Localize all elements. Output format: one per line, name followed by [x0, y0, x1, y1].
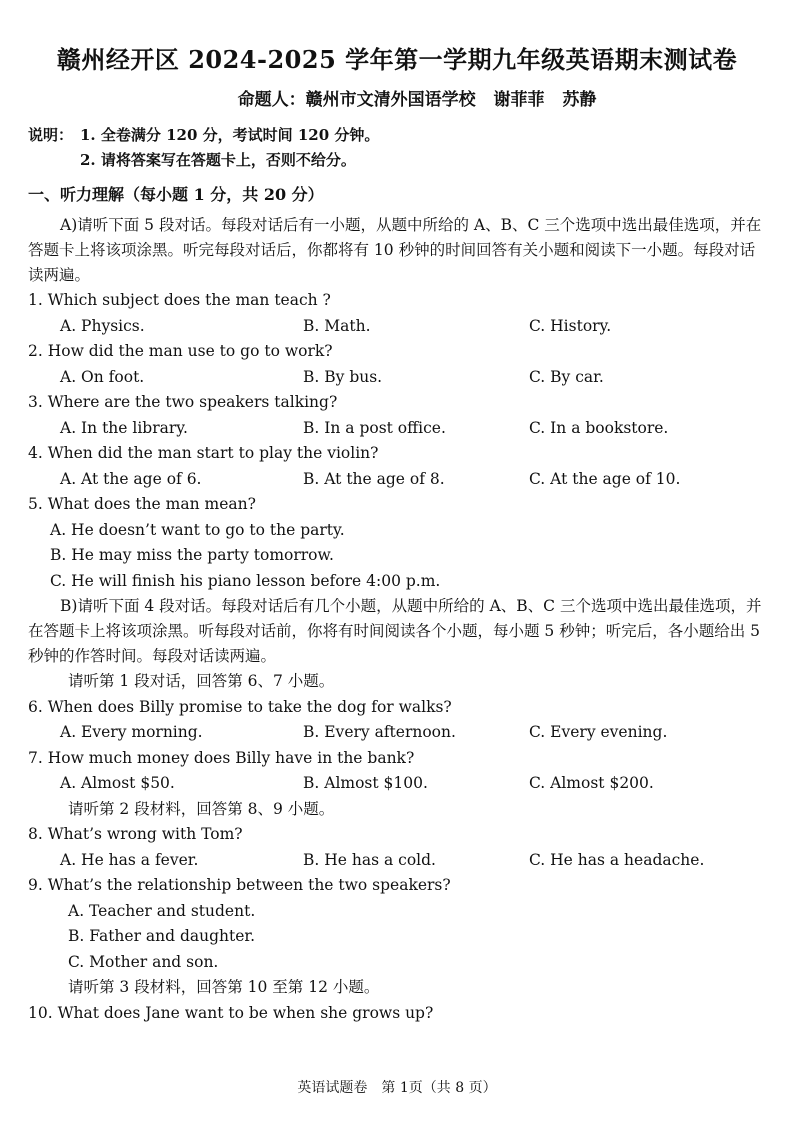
- instruction-item: 2. 请将答案写在答题卡上，否则不给分。: [80, 151, 356, 169]
- question-stem: 1. Which subject does the man teach ?: [28, 291, 331, 309]
- part-a-instructions: A)请听下面 5 段对话。每段对话后有一小题，从题中所给的 A、B、C 三个选项中选出最佳选项，并在答题卡上将该项涂黑。听完每段对话后，你都将有 10 秒钟的时间回答有关小题和阅读下一小题。每段对话读两遍。: [28, 216, 762, 284]
- option-a: A. Teacher and student.: [68, 901, 256, 920]
- question-stem: 10. What does Jane want to be when she grows up?: [28, 1003, 434, 1022]
- option-c: C. By car.: [529, 367, 604, 386]
- author-name: 谢菲菲: [493, 90, 545, 110]
- option-a: A. At the age of 6.: [60, 469, 202, 488]
- option-a: A. Physics.: [60, 316, 145, 335]
- question-options: [28, 416, 766, 442]
- option-b: B. At the age of 8.: [303, 469, 445, 488]
- option-c: C. Mother and son.: [68, 952, 219, 971]
- question-stem: 2. How did the man use to go to work?: [28, 342, 333, 360]
- option-a: A. On foot.: [60, 367, 145, 386]
- listening-hint: 请听第 1 段对话，回答第 6、7 小题。: [68, 672, 335, 690]
- option-c: C. He will finish his piano lesson before 4:00 p.m.: [50, 571, 441, 590]
- question-options: [28, 720, 766, 746]
- part-b-instructions: B)请听下面 4 段对话。每段对话后有几个小题，从题中所给的 A、B、C 三个选项中选出最佳选项，并在答题卡上将该项涂黑。听每段对话前，你将有时间阅读各个小题，每小题 5 秒钟；听完后，各小题给出 5 秒钟的作答时间。每段对话读两遍。: [28, 597, 762, 665]
- option-b: B. Almost $100.: [303, 774, 428, 792]
- question-options: [28, 467, 766, 493]
- listening-hint: 请听第 2 段材料，回答第 8、9 小题。: [68, 799, 335, 818]
- question-stem: 5. What does the man mean?: [28, 495, 256, 513]
- option-c: C. Almost $200.: [529, 774, 654, 792]
- option-b: B. Father and daughter.: [68, 927, 256, 945]
- author-line: [28, 85, 766, 110]
- option-c: C. At the age of 10.: [529, 469, 681, 488]
- option-a: A. In the library.: [60, 418, 188, 437]
- option-b: B. He has a cold.: [303, 850, 436, 869]
- question-options: [28, 365, 766, 391]
- question-options: [28, 771, 766, 797]
- option-b: B. He may miss the party tomorrow.: [50, 546, 334, 564]
- option-a: A. Almost $50.: [60, 774, 175, 792]
- option-b: B. In a post office.: [303, 418, 446, 437]
- option-b: B. By bus.: [303, 367, 383, 386]
- section-heading: 一、听力理解（每小题 1 分，共 20 分）: [28, 185, 324, 204]
- option-a: A. He doesn’t want to go to the party.: [50, 520, 345, 539]
- question-stem: 6. When does Billy promise to take the dog for walks?: [28, 697, 452, 716]
- author-name: 苏静: [562, 90, 597, 110]
- option-c: C. In a bookstore.: [529, 418, 669, 437]
- instruction-item: 1. 全卷满分 120 分，考试时间 120 分钟。: [80, 126, 380, 144]
- question-options: [28, 848, 766, 874]
- question-stem: 7. How much money does Billy have in the bank?: [28, 748, 415, 767]
- instructions: [28, 122, 766, 172]
- question-options: [28, 314, 766, 340]
- option-a: A. He has a fever.: [60, 850, 199, 869]
- author-label: 命题人：赣州市文清外国语学校: [237, 90, 476, 110]
- instructions-label: 说明：: [28, 126, 74, 144]
- page-footer: 英语试题卷 第 1页（共 8 页）: [297, 1080, 497, 1096]
- listening-hint: 请听第 3 段材料，回答第 10 至第 12 小题。: [68, 978, 380, 996]
- question-stem: 8. What’s wrong with Tom?: [28, 825, 243, 843]
- option-c: C. History.: [529, 316, 612, 335]
- option-c: C. He has a headache.: [529, 850, 705, 869]
- option-a: A. Every morning.: [60, 723, 203, 741]
- option-b: B. Every afternoon.: [303, 723, 456, 741]
- option-b: B. Math.: [303, 316, 371, 335]
- question-stem: 4. When did the man start to play the violin?: [28, 444, 379, 462]
- option-c: C. Every evening.: [529, 723, 668, 741]
- question-stem: 3. Where are the two speakers talking?: [28, 393, 338, 411]
- page-title: 赣州经开区 2024-2025 学年第一学期九年级英语期末测试卷: [56, 45, 738, 74]
- question-stem: 9. What’s the relationship between the two speakers?: [28, 876, 451, 894]
